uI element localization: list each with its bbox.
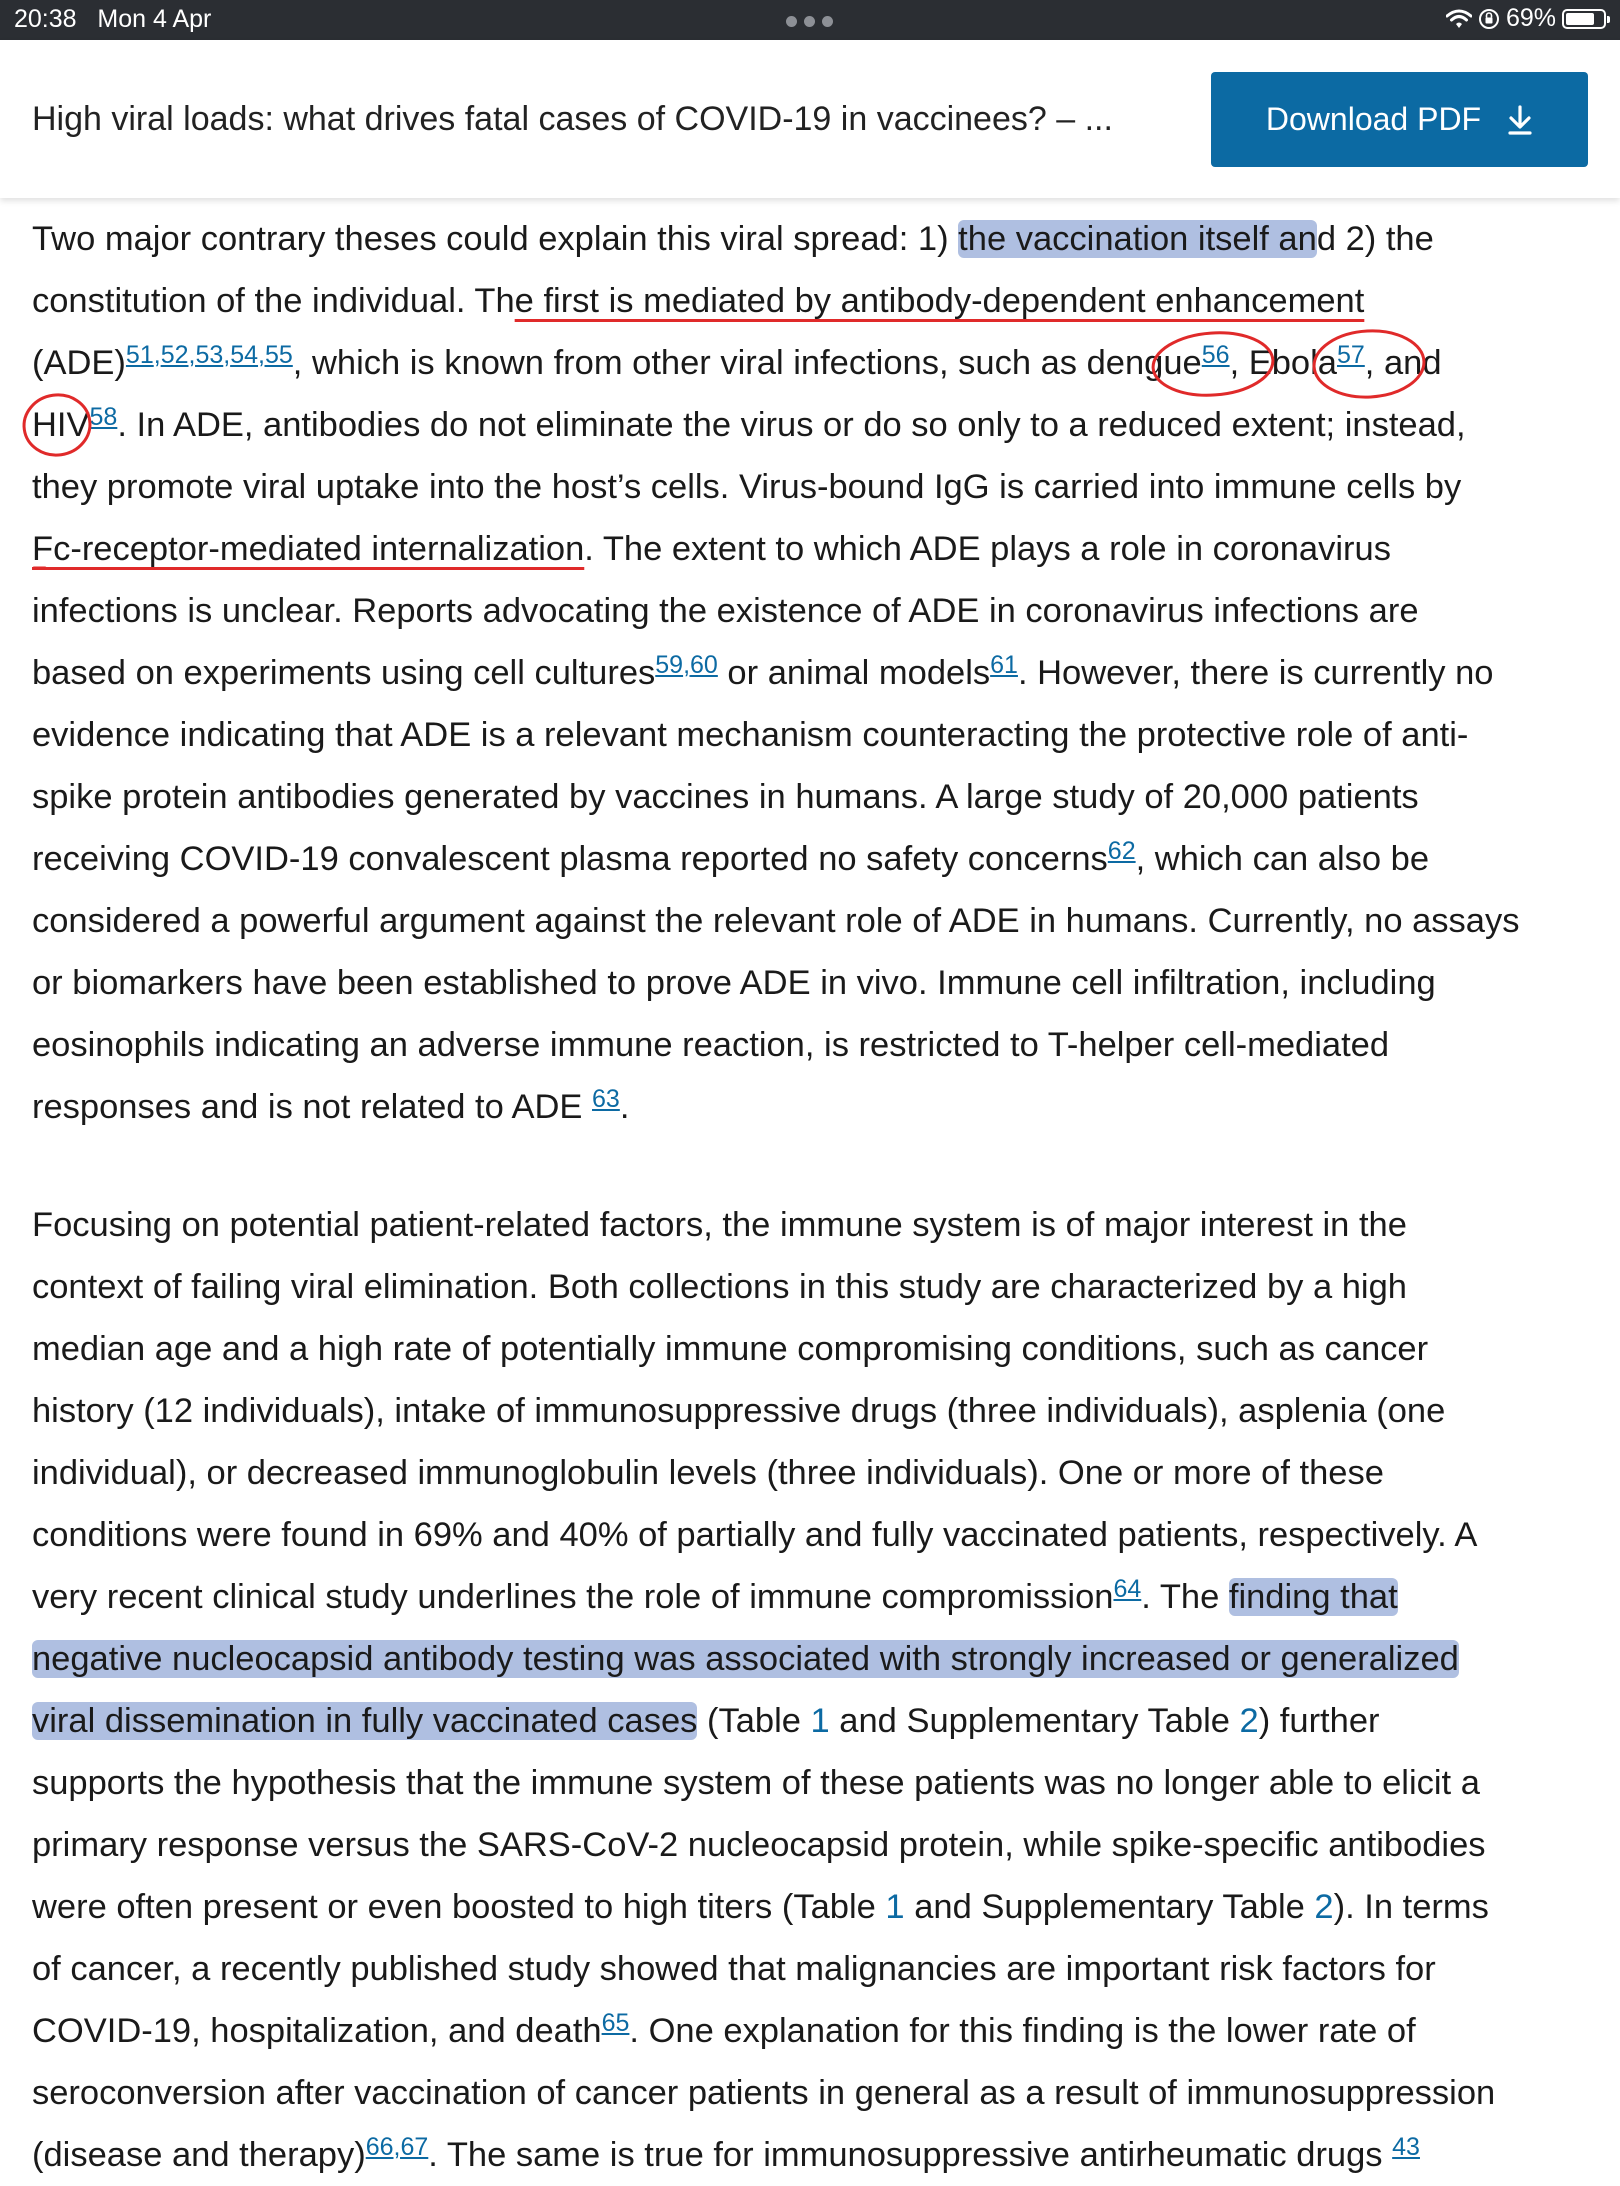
ref-link-59[interactable]: 59	[655, 651, 684, 679]
text-line: primary response versus the SARS-CoV-2 nucleocapsid protein, while spike-specific antibodies	[32, 1826, 1486, 1864]
supp-table-2-link[interactable]: 2	[1314, 1888, 1334, 1926]
underline-ade-thesis: e first is mediated by antibody-dependent enhancement	[514, 282, 1365, 320]
text: . In ADE, antibodies do not eliminate the virus or do so only to a reduced extent; instead,	[117, 406, 1466, 444]
text-line: Focusing on potential patient-related factors, the immune system is of major interest in the	[32, 1206, 1407, 1244]
text: very recent clinical study underlines the role of immune compromission	[32, 1578, 1114, 1616]
wifi-icon	[1446, 9, 1472, 29]
text: ) further	[1258, 1702, 1380, 1740]
text: and Supplementary Table	[829, 1702, 1240, 1740]
ref-link-67[interactable]: 67	[400, 2133, 429, 2161]
text: d 2) the	[1316, 220, 1434, 258]
status-bar	[0, 0, 1620, 40]
status-time-date: 20:38 Mon 4 Apr	[14, 5, 212, 33]
table-1-link[interactable]: 1	[885, 1888, 905, 1926]
battery-percent: 69%	[1505, 4, 1556, 32]
text-line: evidence indicating that ADE is a relevant mechanism counteracting the protective role of anti-	[32, 716, 1469, 754]
text-line: considered a powerful argument against the relevant role of ADE in humans. Currently, no assays	[32, 902, 1520, 940]
text: (Table	[697, 1702, 811, 1740]
text-line: context of failing viral elimination. Both collections in this study are characterized by a high	[32, 1268, 1407, 1306]
table-1-link[interactable]: 1	[810, 1702, 830, 1740]
ref-link-60[interactable]: 60	[690, 651, 718, 679]
ref-link-53[interactable]: 53	[195, 341, 224, 369]
paragraph-ade: Two major contrary theses could explain this viral spread: 1) the vaccination itself and 2) the constitution of the individual. The first is mediated by antibody-dependent enhancement (ADE)$^{51,52,53,54,55}$, which is known from other viral infections, such as dengue$^{56}$, Ebola$^{57}$, and HIV$^{58}$. In ADE, antibodies do not eliminate the virus or do so only to a reduced extent; instead, they promote viral uptake into the host’s cells. Virus-bound IgG is carried into immune cells by Fc-receptor-mediated internalization. The extent to which ADE plays a role in coronavirus infections is unclear. Reports advocating the existence of ADE in coronavirus infections are based on experiments using cell cultures$^{59,60}$ or animal models$^{61}$. However, there is currently no evidence indicating that ADE is a relevant mechanism counteracting the protective role of anti- spike protein antibodies generated by vaccines in humans. A large study of 20,000 patients receiving COVID-19 convalescent plasma reported no safety concerns$^{62}$, which can also be considered a powerful argument against the relevant role of ADE in humans. Currently, no assays or biomarkers have been established to prove ADE in vivo. Immune cell infiltration, including eosinophils indicating an adverse immune reaction, is restricted to T-helper cell-mediated responses and is not related to ADE $^{63}$.	[32, 208, 1602, 1138]
text-line: median age and a high rate of potentially immune compromising conditions, such as cancer	[32, 1330, 1429, 1368]
ref-link-58[interactable]: 58	[89, 403, 118, 431]
text-line: infections is unclear. Reports advocating the existence of ADE in coronavirus infections are	[32, 592, 1419, 630]
download-arrow-icon	[1507, 105, 1533, 135]
text: or animal models	[717, 654, 991, 692]
page-title: High viral loads: what drives fatal cases of COVID-19 in vaccinees? – ...	[32, 100, 1113, 138]
text: were often present or even boosted to high titers (Table	[32, 1888, 886, 1926]
text: .	[619, 1088, 630, 1126]
highlight-finding: finding that	[1228, 1578, 1398, 1616]
text: HIV	[32, 406, 90, 444]
battery-icon	[1562, 9, 1606, 29]
text-line: eosinophils indicating an adverse immune reaction, is restricted to T-helper cell-mediated	[32, 1026, 1390, 1064]
highlight-finding-cont: negative nucleocapsid antibody testing was associated with strongly increased or generalized	[32, 1640, 1459, 1678]
multitasking-dots-icon[interactable]	[786, 16, 833, 27]
text: (disease and therapy)	[32, 2136, 366, 2174]
ref-link-65[interactable]: 65	[601, 2009, 630, 2037]
paragraph-immune: Focusing on potential patient-related factors, the immune system is of major interest in the context of failing viral elimination. Both collections in this study are characterized by a high median age and a high rate of potentially immune compromising conditions, such as cancer history (12 individuals), intake of immunosuppressive drugs (three individuals), asplenia (one individual), or decreased immunoglobulin levels (three individuals). One or more of these conditions were found in 69% and 40% of partially and fully vaccinated patients, respectively. A very recent clinical study underlines the role of immune compromission$^{64}$. The finding that negative nucleocapsid antibody testing was associated with strongly increased or generalized viral dissemination in fully vaccinated cases (Table 1 and Supplementary Table 2) further supports the hypothesis that the immune system of these patients was no longer able to elicit a primary response versus the SARS-CoV-2 nucleocapsid protein, while spike-specific antibodies were often present or even boosted to high titers (Table 1 and Supplementary Table 2). In terms of cancer, a recently published study showed that malignancies are important risk factors for COVID-19, hospitalization, and death$^{65}$. One explanation for this finding is the lower rate of seroconversion after vaccination of cancer patients in general as a result of immunosuppression (disease and therapy)$^{66,67}$. The same is true for immunosuppressive antirheumatic drugs $^{43}$	[32, 1194, 1602, 2186]
download-pdf-button[interactable]	[1211, 72, 1588, 167]
ref-link-52[interactable]: 52	[160, 341, 189, 369]
ref-link-51[interactable]: 51	[125, 341, 154, 369]
text: , which is known from other viral infections, such as dengue	[292, 344, 1202, 382]
ref-link-57[interactable]: 57	[1336, 341, 1365, 369]
text: and Supplementary Table	[904, 1888, 1315, 1926]
ref-link-61[interactable]: 61	[990, 651, 1018, 679]
text-line: spike protein antibodies generated by vaccines in humans. A large study of 20,000 patients	[32, 778, 1419, 816]
text: ). In terms	[1333, 1888, 1489, 1926]
ref-link-56[interactable]: 56	[1201, 341, 1230, 369]
orientation-lock-icon	[1478, 8, 1500, 30]
text-line: or biomarkers have been established to prove ADE in vivo. Immune cell infiltration, including	[32, 964, 1436, 1002]
text-line: seroconversion after vaccination of cancer patients in general as a result of immunosuppression	[32, 2074, 1496, 2112]
text: based on experiments using cell cultures	[32, 654, 656, 692]
text: COVID-19, hospitalization, and death	[32, 2012, 602, 2050]
text: , Ebola	[1229, 344, 1337, 382]
text: constitution of the individual. Th	[32, 282, 515, 320]
text: . One explanation for this finding is the lower rate of	[629, 2012, 1416, 2050]
download-pdf-label: Download PDF	[1265, 101, 1482, 137]
text: . The extent to which ADE plays a role in coronavirus	[584, 530, 1391, 568]
ref-link-64[interactable]: 64	[1113, 1575, 1142, 1603]
ref-link-43[interactable]: 43	[1392, 2133, 1420, 2161]
text-line: conditions were found in 69% and 40% of partially and fully vaccinated patients, respectively. A	[32, 1516, 1478, 1554]
text: , which can also be	[1135, 840, 1430, 878]
text-line: of cancer, a recently published study showed that malignancies are important risk factors for	[32, 1950, 1436, 1988]
text: , and	[1364, 344, 1442, 382]
text-line: supports the hypothesis that the immune system of these patients was no longer able to elicit a	[32, 1764, 1480, 1802]
text: (ADE)	[32, 344, 126, 382]
article-body	[32, 208, 1602, 2186]
text: . However, there is currently no	[1017, 654, 1494, 692]
ref-link-54[interactable]: 54	[230, 341, 259, 369]
text-line: individual), or decreased immunoglobulin levels (three individuals). One or more of these	[32, 1454, 1384, 1492]
underline-fc-receptor: Fc-receptor-mediated internalization	[32, 530, 585, 568]
highlight-vaccination: the vaccination itself an	[958, 220, 1317, 258]
highlight-finding-end: viral dissemination in fully vaccinated cases	[32, 1702, 698, 1740]
text: . The same is true for immunosuppressive antirheumatic drugs	[428, 2136, 1393, 2174]
ref-link-63[interactable]: 63	[592, 1085, 620, 1113]
article-header	[0, 40, 1620, 198]
text: receiving COVID-19 convalescent plasma reported no safety concerns	[32, 840, 1108, 878]
ref-link-62[interactable]: 62	[1107, 837, 1136, 865]
supp-table-2-link[interactable]: 2	[1239, 1702, 1259, 1740]
text-line: they promote viral uptake into the host’s cells. Virus-bound IgG is carried into immune cells by	[32, 468, 1462, 506]
ref-link-66[interactable]: 66	[365, 2133, 394, 2161]
text: Two major contrary theses could explain this viral spread: 1)	[32, 220, 959, 258]
text: responses and is not related to ADE	[32, 1088, 593, 1126]
ref-link-55[interactable]: 55	[264, 341, 293, 369]
text-line: history (12 individuals), intake of immunosuppressive drugs (three individuals), asplenia (one	[32, 1392, 1446, 1430]
status-indicators	[1446, 4, 1606, 33]
text: . The	[1141, 1578, 1229, 1616]
